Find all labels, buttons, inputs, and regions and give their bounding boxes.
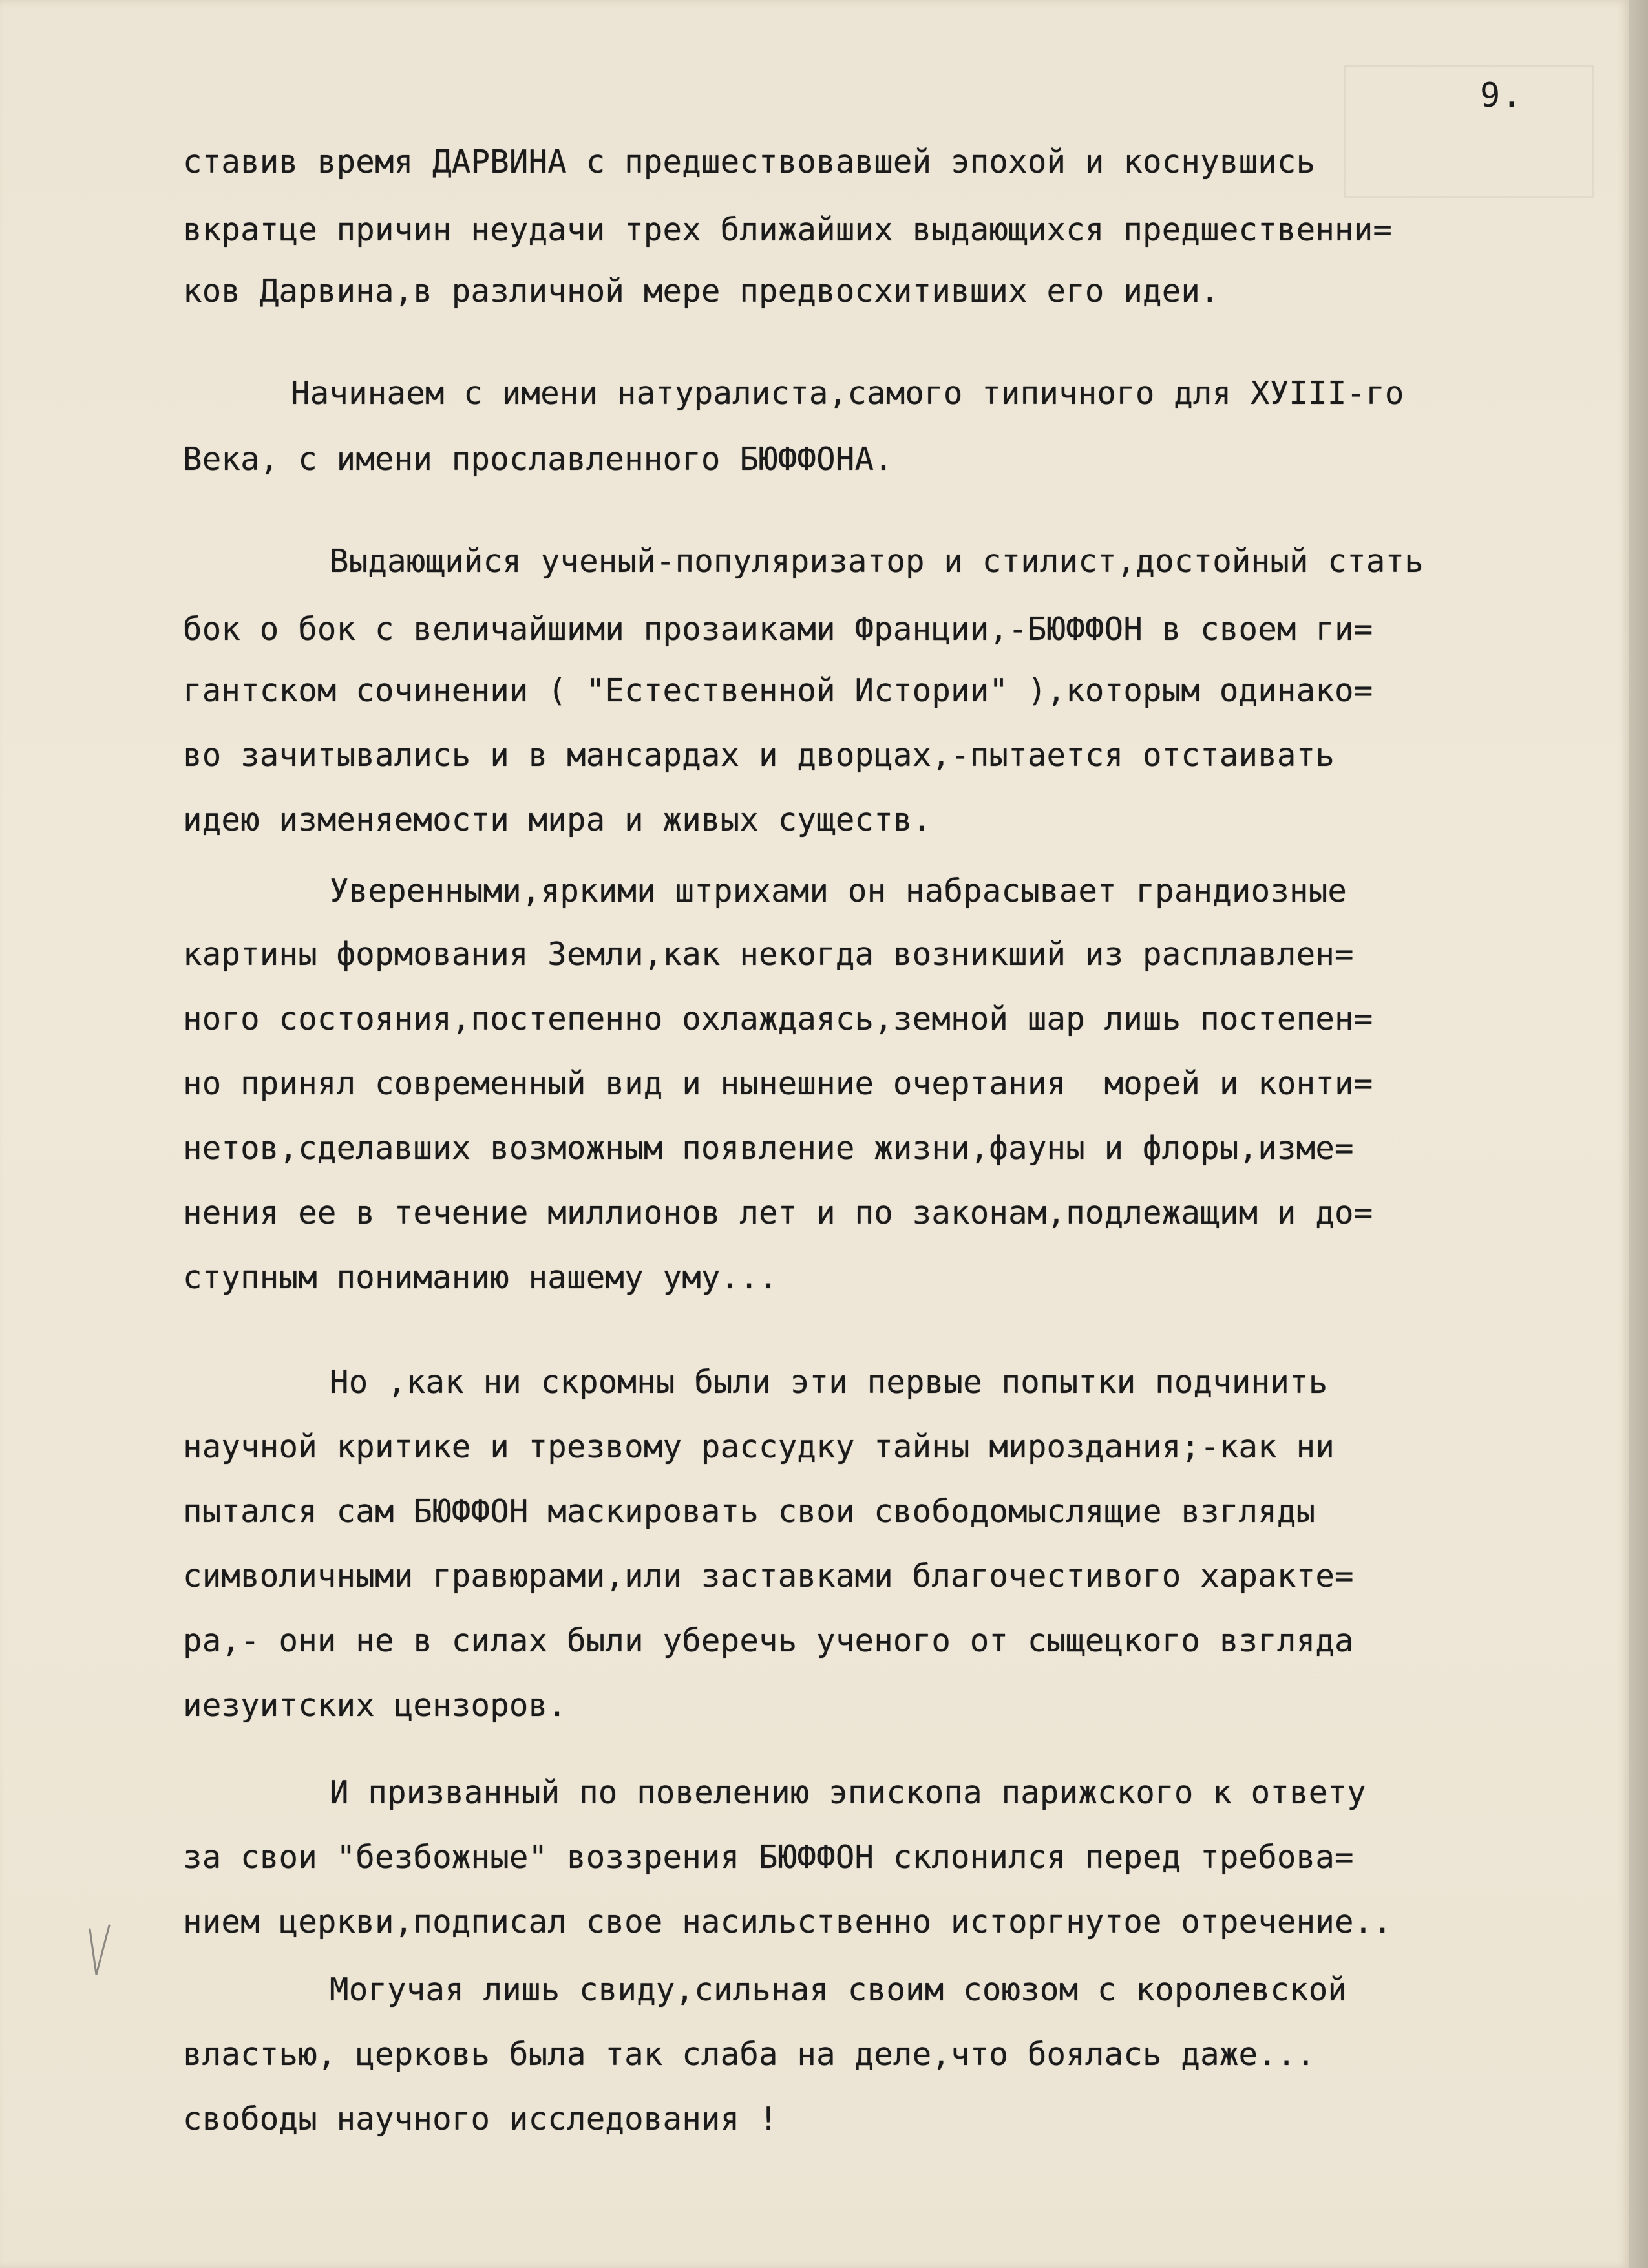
text-line: Начинаем с имени натуралиста,самого типичного для ХУIII-го	[291, 375, 1404, 412]
text-line: вкратце причин неудачи трех ближайших выдающихся предшественни=	[183, 211, 1393, 248]
text-line: Но ,как ни скромны были эти первые попытки подчинить	[330, 1364, 1328, 1401]
text-line: бок о бок с величайшими прозаиками Франции,-БЮФФОН в своем ги=	[183, 611, 1373, 648]
text-line: ставив время ДАРВИНА с предшествовавшей эпохой и коснувшись	[183, 143, 1316, 180]
text-line: нием церкви,подписал свое насильственно исторгнутое отречение..	[183, 1903, 1393, 1940]
text-line: Могучая лишь свиду,сильная своим союзом с королевской	[330, 1971, 1347, 2008]
text-line: идею изменяемости мира и живых существ.	[183, 801, 932, 838]
text-line: ков Дарвина,в различной мере предвосхитивших его идеи.	[183, 273, 1220, 310]
text-line: за свои "безбожные" воззрения БЮФФОН склонился перед требова=	[183, 1839, 1354, 1876]
pencil-check-mark	[87, 1923, 113, 1981]
paper-edge	[1629, 0, 1648, 2268]
text-line: властью, церковь была так слаба на деле,что боялась даже...	[183, 2036, 1316, 2073]
text-line: Уверенными,яркими штрихами он набрасывает грандиозные	[330, 873, 1347, 909]
text-line: свободы научного исследования !	[183, 2101, 778, 2137]
text-line: иезуитских цензоров.	[183, 1687, 567, 1724]
text-line: символичными гравюрами,или заставками благочестивого характе=	[183, 1558, 1354, 1595]
text-line: ного состояния,постепенно охлаждаясь,земной шар лишь постепен=	[183, 1001, 1373, 1037]
text-line: Века, с имени прославленного БЮФФОНА.	[183, 441, 893, 478]
text-line: но принял современный вид и нынешние очертания морей и конти=	[183, 1065, 1373, 1102]
text-line: нения ее в течение миллионов лет и по законам,подлежащим и до=	[183, 1194, 1373, 1231]
text-line: во зачитывались и в мансардах и дворцах,-пытается отстаивать	[183, 737, 1335, 774]
text-line: научной критике и трезвому рассудку тайны мироздания;-как ни	[183, 1428, 1335, 1465]
text-line: ступным пониманию нашему уму...	[183, 1259, 778, 1296]
text-line: нетов,сделавших возможным появление жизни,фауны и флоры,изме=	[183, 1130, 1354, 1167]
text-line: ра,- они не в силах были уберечь ученого от сыщецкого взгляда	[183, 1622, 1354, 1659]
text-line: Выдающийся ученый-популяризатор и стилист,достойный стать	[330, 543, 1424, 580]
page-number: 9.	[1480, 76, 1523, 115]
text-line: картины формования Земли,как некогда возникший из расплавлен=	[183, 936, 1354, 973]
text-line: пытался сам БЮФФОН маскировать свои свободомыслящие взгляды	[183, 1493, 1316, 1530]
text-line: И призванный по повелению эпископа парижского к ответу	[330, 1774, 1366, 1811]
text-line: гантском сочинении ( "Естественной Истории" ),которым одинако=	[183, 672, 1373, 709]
faint-stamp	[1344, 65, 1594, 198]
